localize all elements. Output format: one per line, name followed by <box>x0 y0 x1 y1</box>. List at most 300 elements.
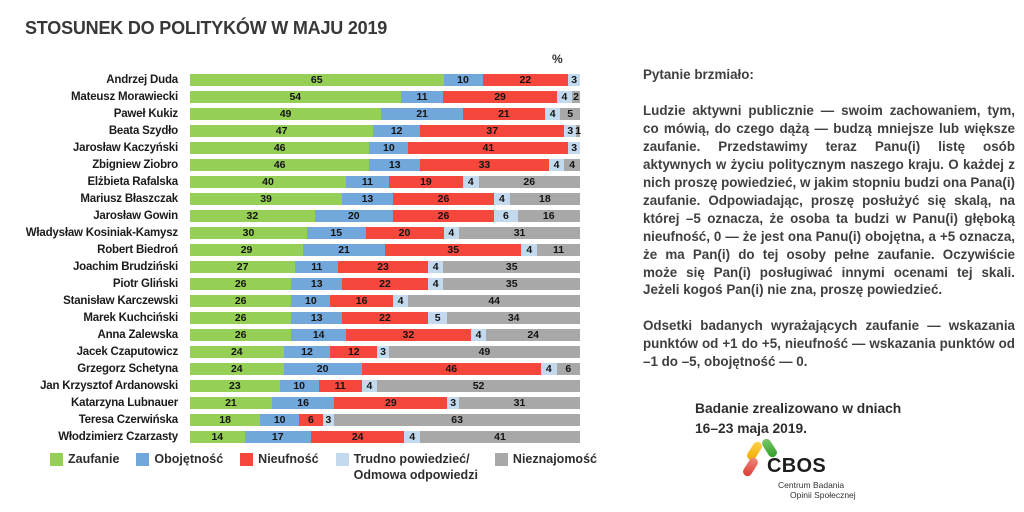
chart-row <box>25 105 581 122</box>
bar-segment-trudno <box>549 159 565 171</box>
row-label: Zbigniew Ziobro <box>92 158 178 171</box>
bar-value: 22 <box>519 73 532 86</box>
bar-value: 49 <box>478 345 491 358</box>
chart-row <box>25 394 581 411</box>
row-bars <box>190 91 580 103</box>
bar-value: 4 <box>409 430 416 443</box>
chart-row <box>25 224 581 241</box>
bar-value: 26 <box>234 311 247 324</box>
bar-segment-trudno <box>393 295 409 307</box>
row-label: Anna Zalewska <box>97 328 178 341</box>
cbos-logo <box>740 438 890 500</box>
bar-value: 10 <box>383 141 395 154</box>
bar-value: 3 <box>325 413 332 426</box>
row-label: Mateusz Morawiecki <box>71 90 178 103</box>
bar-value: 24 <box>230 345 243 358</box>
legend-item <box>240 452 318 468</box>
chart-row <box>25 190 581 207</box>
bar-segment-obojetnosc <box>342 193 393 205</box>
bar-value: 30 <box>242 226 255 239</box>
bar-value: 24 <box>351 430 364 443</box>
bar-segment-nieufnosc <box>393 193 494 205</box>
bar-segment-nieznajomosc <box>572 91 580 103</box>
bar-segment-trudno <box>428 278 444 290</box>
row-bars <box>190 261 580 273</box>
chart-row <box>25 241 581 258</box>
bar-value: 13 <box>310 277 323 290</box>
row-label: Beata Szydło <box>108 124 178 137</box>
bar-value: 10 <box>305 294 317 307</box>
bar-segment-obojetnosc <box>284 346 331 358</box>
legend-label: Trudno powiedzieć/ Odmowa odpowiedzi <box>353 452 478 482</box>
bar-segment-zaufanie <box>190 142 369 154</box>
bar-segment-nieznajomosc <box>576 125 580 137</box>
bar-value: 46 <box>273 158 286 171</box>
bar-value: 4 <box>561 90 568 103</box>
row-bars <box>190 295 580 307</box>
row-label: Elżbieta Rafalska <box>87 175 178 188</box>
bar-value: 29 <box>494 90 506 103</box>
bar-value: 11 <box>416 90 428 103</box>
bar-segment-nieufnosc <box>366 227 444 239</box>
bar-segment-zaufanie <box>190 363 284 375</box>
chart-row <box>25 173 581 190</box>
row-label: Joachim Brudziński <box>72 260 178 273</box>
bar-segment-nieufnosc <box>483 74 569 86</box>
bar-segment-zaufanie <box>190 431 245 443</box>
legend-swatch <box>495 453 508 466</box>
row-label: Teresa Czerwińska <box>78 413 178 426</box>
bar-value: 10 <box>273 413 286 426</box>
bar-segment-obojetnosc <box>373 125 420 137</box>
bar-value: 3 <box>567 124 574 137</box>
bar-value: 12 <box>347 345 360 358</box>
bar-value: 11 <box>552 243 565 256</box>
row-bars <box>190 142 580 154</box>
logo-pill-red-icon <box>741 456 759 478</box>
bar-value: 4 <box>467 175 474 188</box>
chart-row <box>25 292 581 309</box>
bar-segment-trudno <box>557 91 573 103</box>
bar-segment-nieufnosc <box>342 278 428 290</box>
bar-segment-nieufnosc <box>334 397 447 409</box>
chart-row <box>25 309 581 326</box>
bar-value: 19 <box>420 175 432 188</box>
legend-swatch <box>240 453 253 466</box>
row-label: Paweł Kukiz <box>113 107 178 120</box>
row-label: Grzegorz Schetyna <box>77 362 178 375</box>
bar-segment-obojetnosc <box>401 91 444 103</box>
chart-row <box>25 156 581 173</box>
question-text: Ludzie aktywni publicznie — swoim zachowaniem, tym, co mówią, do czego dążą — budzą mniejsze lub większe zaufanie. Przedstawimy teraz Panu(i) listę osób aktywnych w życiu politycznym naszego kraju. O każdej z nich proszę powiedzieć, w jakim stopniu budzi ona Pana(i) zaufanie. Odpowiadając, proszę posłużyć się skalą, na której –5 oznacza, że osoba ta budzi w Panu(i) głęboką nieufność, 0 — że jest ona Panu(i) obojętna, a +5 oznacza, że ma Pan(i) do tej osoby pełne zaufanie. Oczywiście może się Pan(i) posługiwać innymi ocenami tej skali. Jeżeli kogoś Pan(i) nie zna, proszę powiedzieć. <box>643 102 1016 298</box>
bar-value: 6 <box>502 209 509 222</box>
bar-value: 11 <box>361 175 373 188</box>
legend-item <box>495 452 597 468</box>
bar-value: 33 <box>478 158 491 171</box>
bar-segment-obojetnosc <box>291 312 342 324</box>
bar-value: 34 <box>507 311 520 324</box>
bar-segment-zaufanie <box>190 346 284 358</box>
bar-value: 52 <box>472 379 485 392</box>
bar-value: 14 <box>312 328 325 341</box>
bar-value: 27 <box>236 260 249 273</box>
bar-value: 4 <box>448 226 455 239</box>
bar-value: 3 <box>571 73 578 86</box>
bar-segment-zaufanie <box>190 312 291 324</box>
bar-segment-nieufnosc <box>330 295 392 307</box>
logo-subtitle-line2: Opinii Społecznej <box>790 490 856 500</box>
bar-value: 22 <box>379 311 391 324</box>
bar-value: 4 <box>553 158 560 171</box>
chart-row <box>25 122 581 139</box>
bar-value: 6 <box>565 362 572 375</box>
bar-segment-zaufanie <box>190 244 303 256</box>
bar-value: 18 <box>219 413 231 426</box>
bar-value: 4 <box>397 294 404 307</box>
bar-value: 4 <box>499 192 505 205</box>
bar-segment-nieufnosc <box>393 210 494 222</box>
bar-segment-obojetnosc <box>291 329 346 341</box>
bar-value: 63 <box>451 413 463 426</box>
bar-value: 26 <box>437 209 450 222</box>
bar-value: 35 <box>447 243 460 256</box>
bar-value: 3 <box>450 396 457 409</box>
bar-segment-obojetnosc <box>245 431 311 443</box>
bar-segment-zaufanie <box>190 380 280 392</box>
bar-segment-nieufnosc <box>420 125 564 137</box>
bar-segment-obojetnosc <box>346 176 389 188</box>
chart-row <box>25 360 581 377</box>
bar-value: 4 <box>432 277 439 290</box>
bar-value: 46 <box>273 141 286 154</box>
bar-value: 39 <box>260 192 272 205</box>
bar-segment-nieznajomosc <box>560 108 580 120</box>
chart-row <box>25 377 581 394</box>
bar-segment-obojetnosc <box>369 159 420 171</box>
bar-value: 21 <box>225 396 237 409</box>
row-label: Robert Biedroń <box>97 243 178 256</box>
bar-segment-nieznajomosc <box>518 210 580 222</box>
bar-value: 23 <box>229 379 241 392</box>
row-bars <box>190 431 580 443</box>
chart-legend <box>50 452 597 483</box>
bar-value: 4 <box>545 362 552 375</box>
row-bars <box>190 125 580 137</box>
row-label: Andrzej Duda <box>106 73 178 86</box>
bar-segment-nieufnosc <box>385 244 522 256</box>
question-heading: Pytanie brzmiało: <box>643 67 754 82</box>
bar-value: 22 <box>379 277 391 290</box>
legend-label: Nieznajomość <box>512 452 597 466</box>
bar-segment-zaufanie <box>190 278 291 290</box>
bar-value: 3 <box>571 141 578 154</box>
bar-value: 1 <box>575 124 581 137</box>
bar-value: 3 <box>380 345 386 358</box>
row-label: Stanisław Karczewski <box>63 294 178 307</box>
row-bars <box>190 193 580 205</box>
bar-segment-obojetnosc <box>284 363 362 375</box>
row-label: Jarosław Gowin <box>93 209 178 222</box>
bar-value: 5 <box>567 107 574 120</box>
bar-value: 20 <box>316 362 329 375</box>
bar-segment-nieznajomosc <box>510 193 580 205</box>
bar-segment-nieznajomosc <box>420 431 580 443</box>
bar-segment-zaufanie <box>190 74 444 86</box>
bar-segment-zaufanie <box>190 261 295 273</box>
bar-value: 44 <box>488 294 501 307</box>
bar-value: 26 <box>234 277 247 290</box>
bar-value: 13 <box>361 192 374 205</box>
bar-value: 13 <box>310 311 323 324</box>
bar-segment-trudno <box>428 312 448 324</box>
bar-segment-trudno <box>568 74 580 86</box>
chart-row <box>25 139 581 156</box>
row-label: Katarzyna Lubnauer <box>71 396 178 409</box>
bar-value: 20 <box>347 209 360 222</box>
chart-rows <box>25 71 581 445</box>
bar-segment-trudno <box>541 363 557 375</box>
row-bars <box>190 329 580 341</box>
bar-segment-nieznajomosc <box>377 380 580 392</box>
bar-value: 37 <box>486 124 499 137</box>
bar-segment-nieznajomosc <box>479 176 580 188</box>
bar-segment-trudno <box>494 210 517 222</box>
bar-segment-obojetnosc <box>315 210 393 222</box>
bar-segment-nieznajomosc <box>334 414 580 426</box>
row-bars <box>190 210 580 222</box>
bar-value: 16 <box>355 294 368 307</box>
chart-row <box>25 71 581 88</box>
row-bars <box>190 312 580 324</box>
bar-segment-obojetnosc <box>381 108 463 120</box>
legend-swatch <box>136 453 149 466</box>
bar-segment-obojetnosc <box>272 397 334 409</box>
bar-value: 21 <box>498 107 510 120</box>
bar-value: 2 <box>573 90 579 103</box>
bar-value: 10 <box>457 73 469 86</box>
bar-value: 41 <box>494 430 506 443</box>
bar-value: 20 <box>398 226 411 239</box>
legend-label: Nieufność <box>258 452 319 466</box>
bar-segment-trudno <box>463 176 479 188</box>
bar-segment-trudno <box>568 142 580 154</box>
bar-segment-zaufanie <box>190 329 291 341</box>
chart-row <box>25 428 581 445</box>
bar-segment-zaufanie <box>190 108 381 120</box>
bar-segment-nieznajomosc <box>389 346 580 358</box>
bar-value: 26 <box>234 328 247 341</box>
bar-value: 14 <box>211 430 224 443</box>
row-label: Władysław Kosiniak-Kamysz <box>25 226 178 239</box>
row-label: Piotr Gliński <box>112 277 178 290</box>
bar-segment-nieufnosc <box>346 329 471 341</box>
bar-value: 32 <box>402 328 415 341</box>
row-bars <box>190 244 580 256</box>
bar-value: 23 <box>377 260 389 273</box>
bar-segment-obojetnosc <box>444 74 483 86</box>
bar-segment-trudno <box>362 380 378 392</box>
bar-segment-nieufnosc <box>420 159 549 171</box>
bar-segment-zaufanie <box>190 176 346 188</box>
bar-segment-nieufnosc <box>338 261 428 273</box>
bar-segment-nieznajomosc <box>564 159 580 171</box>
bar-value: 29 <box>240 243 253 256</box>
bar-value: 11 <box>311 260 323 273</box>
bar-value: 18 <box>539 192 551 205</box>
bar-value: 16 <box>542 209 555 222</box>
bar-segment-nieznajomosc <box>459 397 580 409</box>
chart-row <box>25 343 581 360</box>
row-bars <box>190 108 580 120</box>
bar-segment-nieznajomosc <box>443 278 580 290</box>
row-bars <box>190 363 580 375</box>
bar-segment-nieznajomosc <box>486 329 580 341</box>
bar-value: 21 <box>338 243 350 256</box>
row-bars <box>190 159 580 171</box>
bar-segment-obojetnosc <box>291 295 330 307</box>
bar-segment-nieznajomosc <box>408 295 580 307</box>
row-bars <box>190 414 580 426</box>
bar-segment-trudno <box>323 414 335 426</box>
row-label: Jacek Czaputowicz <box>76 345 178 358</box>
bar-segment-trudno <box>404 431 420 443</box>
bar-segment-nieznajomosc <box>443 261 580 273</box>
bar-value: 6 <box>307 413 314 426</box>
bar-value: 49 <box>279 107 292 120</box>
bar-value: 41 <box>482 141 495 154</box>
bar-value: 15 <box>330 226 343 239</box>
row-bars <box>190 380 580 392</box>
bar-value: 4 <box>549 107 556 120</box>
right-panel <box>643 66 1015 439</box>
bar-value: 4 <box>432 260 439 273</box>
bar-value: 46 <box>445 362 458 375</box>
bar-value: 35 <box>505 277 518 290</box>
page-title: STOSUNEK DO POLITYKÓW W MAJU 2019 <box>25 18 388 38</box>
bar-value: 12 <box>301 345 313 358</box>
chart-row <box>25 275 581 292</box>
bar-value: 31 <box>513 226 526 239</box>
row-bars <box>190 346 580 358</box>
chart-row <box>25 207 581 224</box>
bar-value: 17 <box>271 430 284 443</box>
bar-segment-obojetnosc <box>295 261 338 273</box>
bar-segment-obojetnosc <box>307 227 366 239</box>
bar-value: 10 <box>293 379 306 392</box>
row-label: Marek Kuchciński <box>83 311 178 324</box>
fieldwork-line1: Badanie zrealizowano w dniach <box>695 401 902 417</box>
bar-value: 26 <box>234 294 247 307</box>
legend-swatch <box>50 453 63 466</box>
bar-value: 5 <box>434 311 441 324</box>
bar-value: 4 <box>366 379 373 392</box>
bar-segment-nieznajomosc <box>557 363 580 375</box>
fieldwork-line2: 16–23 maja 2019. <box>695 421 808 437</box>
bar-segment-nieufnosc <box>319 380 362 392</box>
legend-item <box>136 452 223 468</box>
bar-value: 47 <box>275 124 288 137</box>
bar-segment-zaufanie <box>190 210 315 222</box>
bar-value: 12 <box>390 124 403 137</box>
legend-item <box>50 452 119 468</box>
bar-segment-nieufnosc <box>311 431 405 443</box>
row-bars <box>190 397 580 409</box>
logo-subtitle-line1: Centrum Badania <box>778 480 845 490</box>
bar-segment-trudno <box>471 329 487 341</box>
bar-segment-obojetnosc <box>291 278 342 290</box>
bar-value: 29 <box>384 396 397 409</box>
bar-segment-zaufanie <box>190 159 369 171</box>
bar-value: 54 <box>289 90 302 103</box>
bar-value: 4 <box>475 328 482 341</box>
bar-segment-trudno <box>545 108 561 120</box>
bar-segment-obojetnosc <box>369 142 408 154</box>
bar-value: 13 <box>388 158 401 171</box>
bar-segment-nieufnosc <box>362 363 541 375</box>
bar-value: 4 <box>526 243 533 256</box>
row-label: Jarosław Kaczyński <box>72 141 178 154</box>
bar-segment-zaufanie <box>190 91 401 103</box>
bar-segment-zaufanie <box>190 227 307 239</box>
legend-label: Obojętność <box>154 452 224 466</box>
bar-value: 40 <box>262 175 274 188</box>
fieldwork-note <box>695 399 1015 439</box>
row-bars <box>190 176 580 188</box>
bar-value: 31 <box>513 396 526 409</box>
bar-value: 24 <box>527 328 540 341</box>
row-label: Włodzimierz Czarzasty <box>58 430 178 443</box>
legend-item <box>336 452 478 483</box>
bar-value: 32 <box>246 209 259 222</box>
bar-value: 26 <box>437 192 450 205</box>
bar-segment-trudno <box>444 227 460 239</box>
bar-segment-nieufnosc <box>389 176 463 188</box>
bar-segment-nieznajomosc <box>447 312 580 324</box>
bar-segment-trudno <box>428 261 444 273</box>
bar-value: 65 <box>310 73 323 86</box>
chart-row <box>25 326 581 343</box>
bar-segment-nieufnosc <box>299 414 322 426</box>
bar-segment-nieufnosc <box>408 142 568 154</box>
legend-swatch <box>336 453 349 466</box>
row-label: Mariusz Błaszczak <box>80 192 178 205</box>
bar-segment-nieufnosc <box>443 91 556 103</box>
bar-segment-zaufanie <box>190 193 342 205</box>
bar-value: 26 <box>523 175 536 188</box>
bar-segment-zaufanie <box>190 397 272 409</box>
chart-row <box>25 88 581 105</box>
bar-value: 16 <box>297 396 309 409</box>
bar-segment-nieufnosc <box>330 346 377 358</box>
legend-label: Zaufanie <box>68 452 120 466</box>
bar-segment-trudno <box>377 346 389 358</box>
bar-segment-obojetnosc <box>260 414 299 426</box>
logo-wordmark: CBOS <box>767 455 826 477</box>
note-text: Odsetki badanych wyrażających zaufanie — wskazania punktów od +1 do +5, nieufność — wskazania punktów od –1 do –5, obojętność — 0. <box>643 318 1015 370</box>
bar-segment-nieznajomosc <box>459 227 580 239</box>
bar-value: 21 <box>416 107 428 120</box>
bar-value: 11 <box>334 379 346 392</box>
bar-segment-nieznajomosc <box>537 244 580 256</box>
bar-value: 35 <box>505 260 518 273</box>
bar-segment-zaufanie <box>190 125 373 137</box>
row-bars <box>190 74 580 86</box>
bar-segment-trudno <box>447 397 459 409</box>
bar-segment-zaufanie <box>190 414 260 426</box>
chart-row <box>25 411 581 428</box>
bar-segment-nieufnosc <box>342 312 428 324</box>
chart-row <box>25 258 581 275</box>
